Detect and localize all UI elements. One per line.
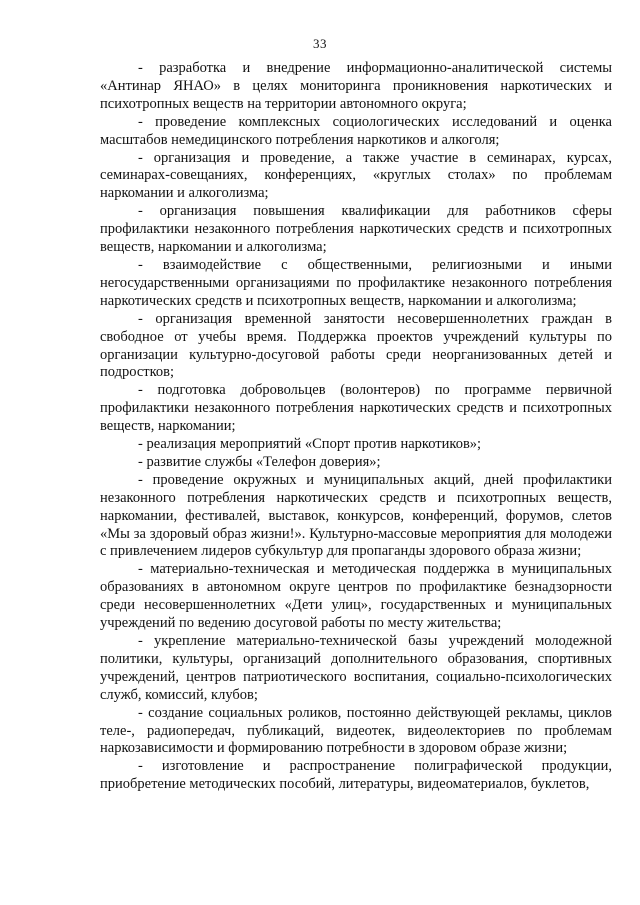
list-item: - организация временной занятости несовершеннолетних граждан в свободное от учебы время. Поддержка проектов учреждений культуры по организации культурно-досуговой работы среди неорганизованных детей и подростков; bbox=[100, 310, 612, 381]
list-item: - организация повышения квалификации для работников сферы профилактики незаконного потребления наркотических средств и психотропных веществ, наркомании и алкоголизма; bbox=[100, 203, 612, 256]
list-item: - подготовка добровольцев (волонтеров) по программе первичной профилактики незаконного потребления наркотических средств и психотропных веществ, наркомании; bbox=[100, 382, 612, 435]
list-item: - развитие службы «Телефон доверия»; bbox=[138, 453, 381, 470]
list-item: - изготовление и распространение полиграфической продукции, приобретение методических пособий, литературы, видеоматериалов, буклетов, bbox=[100, 758, 612, 793]
list-item: - материально-техническая и методическая поддержка в муниципальных образованиях в автономном округе центров по профилактике безнадзорности среди несовершеннолетних «Дети улиц», государственных и муниципальных учреждений по ведению досуговой работы по месту жительства; bbox=[100, 561, 612, 632]
list-item: - организация и проведение, а также участие в семинарах, курсах, семинарах-совещаниях, конференциях, «круглых столах» по проблемам наркомании и алкоголизма; bbox=[100, 149, 612, 202]
list-item: - укрепление материально-технической базы учреждений молодежной политики, культуры, организаций дополнительного образования, спортивных учреждений, центров патриотического воспитания, социально-психологических служб, комиссий, клубов; bbox=[100, 633, 612, 703]
list-item: - проведение окружных и муниципальных акций, дней профилактики незаконного потребления наркотических средств и психотропных веществ, наркомании, фестивалей, выставок, конкурсов, конференций, форумов, слетов «Мы за здоровый образ жизни!». Культурно-массовые мероприятия для молодежи с привлечением лидеров субкультур для пропаганды здорового образа жизни; bbox=[100, 471, 612, 560]
list-item: - проведение комплексных социологических исследований и оценка масштабов немедицинского потребления наркотиков и алкоголя; bbox=[100, 113, 612, 148]
list-item: - взаимодействие с общественными, религиозными и иными негосударственными организациями по профилактике незаконного потребления наркотических средств и психотропных веществ, наркомании и алкоголизма; bbox=[100, 256, 612, 309]
page-content bbox=[100, 60, 612, 794]
list-item: - разработка и внедрение информационно-аналитической системы «Антинар ЯНАО» в целях мониторинга проникновения наркотических и психотропных веществ на территории автономного округа; bbox=[100, 60, 612, 112]
page-number: 33 bbox=[313, 36, 327, 51]
list-item: - реализация мероприятий «Спорт против наркотиков»; bbox=[138, 436, 482, 453]
list-item: - создание социальных роликов, постоянно действующей рекламы, циклов теле-, радиопередач, публикаций, видеотек, видеолекториев по проблемам наркозависимости и формированию потребности в здоровом образе жизни; bbox=[100, 704, 612, 757]
